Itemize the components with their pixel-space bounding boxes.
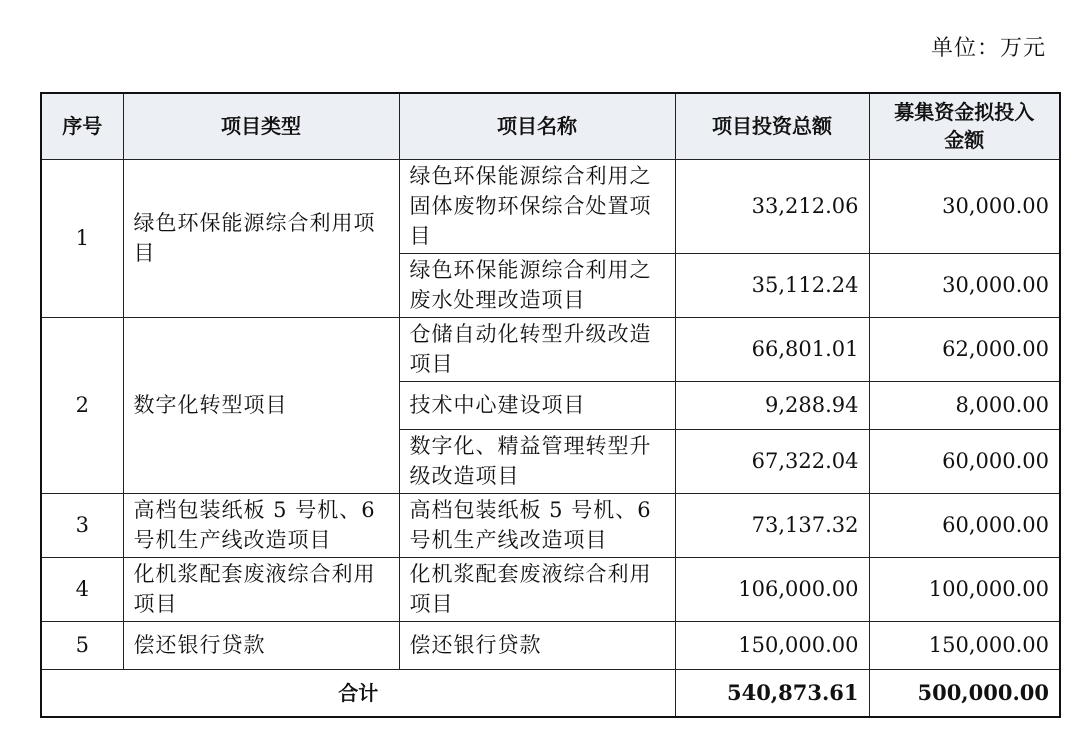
- table-row: [41, 159, 1060, 253]
- project-name: 高档包装纸板 5 号机、6 号机生产线改造项目: [399, 493, 675, 557]
- row-number: 3: [41, 493, 123, 557]
- header-type: 项目类型: [123, 93, 399, 159]
- row-number: 2: [41, 317, 123, 493]
- header-row: [41, 93, 1060, 159]
- project-name: 仓储自动化转型升级改造项目: [399, 317, 675, 381]
- project-type: 高档包装纸板 5 号机、6 号机生产线改造项目: [123, 493, 399, 557]
- project-type: 数字化转型项目: [123, 317, 399, 493]
- project-name: 技术中心建设项目: [399, 381, 675, 429]
- raised-amount: 60,000.00: [869, 429, 1060, 493]
- raised-amount: 100,000.00: [869, 557, 1060, 621]
- table-row: [41, 557, 1060, 621]
- header-total: 项目投资总额: [675, 93, 869, 159]
- raised-amount: 150,000.00: [869, 621, 1060, 669]
- investment-total: 67,322.04: [675, 429, 869, 493]
- project-name: 偿还银行贷款: [399, 621, 675, 669]
- raised-amount: 8,000.00: [869, 381, 1060, 429]
- investment-total: 73,137.32: [675, 493, 869, 557]
- project-type: 化机浆配套废液综合利用项目: [123, 557, 399, 621]
- project-type: 偿还银行贷款: [123, 621, 399, 669]
- project-name: 数字化、精益管理转型升级改造项目: [399, 429, 675, 493]
- unit-label: 单位：万元: [930, 36, 1046, 61]
- table-row: [41, 317, 1060, 381]
- header-raised: 募集资金拟投入金额: [869, 93, 1060, 159]
- row-number: 5: [41, 621, 123, 669]
- investment-total: 150,000.00: [675, 621, 869, 669]
- table-row: [41, 621, 1060, 669]
- total-raised: 500,000.00: [869, 669, 1060, 717]
- project-name: 绿色环保能源综合利用之废水处理改造项目: [399, 253, 675, 317]
- raised-amount: 60,000.00: [869, 493, 1060, 557]
- project-name: 化机浆配套废液综合利用项目: [399, 557, 675, 621]
- total-row: [41, 669, 1060, 717]
- header-no: 序号: [41, 93, 123, 159]
- row-number: 4: [41, 557, 123, 621]
- investment-total: 106,000.00: [675, 557, 869, 621]
- investment-total: 33,212.06: [675, 159, 869, 253]
- investment-total: 66,801.01: [675, 317, 869, 381]
- project-type: 绿色环保能源综合利用项目: [123, 159, 399, 317]
- table-row: [41, 493, 1060, 557]
- total-label: 合计: [41, 669, 675, 717]
- header-name: 项目名称: [399, 93, 675, 159]
- investment-total: 9,288.94: [675, 381, 869, 429]
- row-number: 1: [41, 159, 123, 317]
- raised-amount: 30,000.00: [869, 253, 1060, 317]
- total-investment: 540,873.61: [675, 669, 869, 717]
- raised-amount: 30,000.00: [869, 159, 1060, 253]
- project-name: 绿色环保能源综合利用之固体废物环保综合处置项目: [399, 159, 675, 253]
- investment-total: 35,112.24: [675, 253, 869, 317]
- raised-amount: 62,000.00: [869, 317, 1060, 381]
- fund-use-table: [40, 92, 1061, 718]
